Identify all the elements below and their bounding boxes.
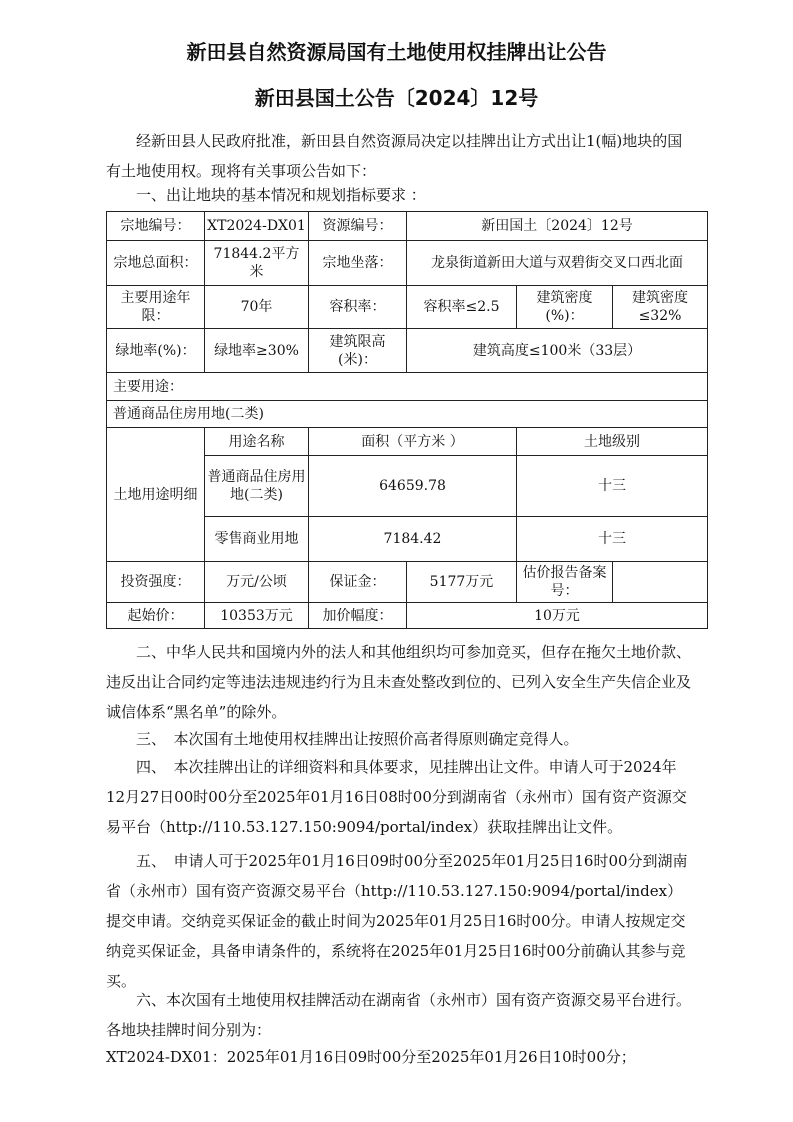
land-info-table (106, 211, 708, 629)
landuse-grade: 十三 (517, 517, 708, 562)
landuse-name: 零售商业用地 (205, 517, 309, 562)
deposit-value: 5177万元 (407, 562, 517, 603)
landuse-header-name: 用途名称 (205, 428, 309, 456)
height-limit-value: 建筑高度≤100米（33层） (407, 329, 708, 373)
investment-label: 投资强度： (107, 562, 205, 603)
parcel-id-value: XT2024-DX01 (205, 212, 309, 241)
start-price-label: 起始价： (107, 603, 205, 629)
increment-value: 10万元 (407, 603, 708, 629)
deposit-label: 保证金： (309, 562, 407, 603)
appraisal-record-label: 估价报告备案号： (517, 562, 613, 603)
landuse-name: 普通商品住房用地(二类) (205, 456, 309, 517)
landuse-grade: 十三 (517, 456, 708, 517)
term-label: 主要用途年限： (107, 286, 205, 329)
table-row (107, 373, 708, 401)
appraisal-record-value (613, 562, 708, 603)
landuse-detail-label: 土地用途明细 (107, 428, 205, 562)
landuse-area: 64659.78 (309, 456, 517, 517)
far-value: 容积率≤2.5 (407, 286, 517, 329)
increment-label: 加价幅度： (309, 603, 407, 629)
notice-title: 新田县自然资源局国有土地使用权挂牌出让公告 (186, 40, 607, 64)
section-4-paragraph: 四、 本次挂牌出让的详细资料和具体要求，见挂牌出让文件。申请人可于2024年12月27日00时00分至2025年01月16日08时00分到湖南省（永州市）国有资产资源交易平台（http://110.53.127.150:9094/portal/index）获取挂牌出让文件。 (106, 758, 687, 836)
document-number: 新田县国土公告〔2024〕12号 (254, 86, 539, 110)
section-6-schedule-item: XT2024-DX01：2025年01月16日09时00分至2025年01月26日10时00分； (106, 1048, 636, 1066)
density-value: 建筑密度≤32% (613, 286, 708, 329)
total-area-label: 宗地总面积： (107, 241, 205, 286)
green-ratio-label: 绿地率(%)： (107, 329, 205, 373)
landuse-area: 7184.42 (309, 517, 517, 562)
main-use-value: 普通商品住房用地(二类) (107, 401, 708, 428)
section-2-paragraph: 二、中华人民共和国境内外的法人和其他组织均可参加竞买，但存在拖欠土地价款、违反出让合同约定等违法违规违约行为且未查处整改到位的、已列入安全生产失信企业及诚信体系“黑名单”的除外。 (106, 643, 692, 721)
table-row (107, 428, 708, 456)
intro-paragraph: 经新田县人民政府批准，新田县自然资源局决定以挂牌出让方式出让1(幅)地块的国有土地使用权。现将有关事项公告如下： (106, 132, 683, 180)
table-row (107, 241, 708, 286)
green-ratio-value: 绿地率≥30% (205, 329, 309, 373)
resource-id-value: 新田国土〔2024〕12号 (407, 212, 708, 241)
section-1-heading: 一、出让地块的基本情况和规划指标要求 ： (136, 186, 426, 204)
table-row (107, 401, 708, 428)
section-5-paragraph: 五、 申请人可于2025年01月16日09时00分至2025年01月25日16时00分到湖南省（永州市）国有资产资源交易平台（http://110.53.127.150:9094/portal/index）提交申请。交纳竞买保证金的截止时间为2025年01月25日16时00分。申请人按规定交纳竞买保证金，具备申请条件的，系统将在2025年01月25日16时00分前确认其参与竞买。 (106, 852, 688, 990)
start-price-value: 10353万元 (205, 603, 309, 629)
table-row (107, 603, 708, 629)
location-label: 宗地坐落： (309, 241, 407, 286)
landuse-header-grade: 土地级别 (517, 428, 708, 456)
location-value: 龙泉街道新田大道与双碧街交叉口西北面 (407, 241, 708, 286)
far-label: 容积率： (309, 286, 407, 329)
landuse-header-area: 面积（平方米 ） (309, 428, 517, 456)
investment-value: 万元/公顷 (205, 562, 309, 603)
density-label: 建筑密度(%)： (517, 286, 613, 329)
term-value: 70年 (205, 286, 309, 329)
table-row (107, 212, 708, 241)
table-row (107, 329, 708, 373)
section-3-paragraph: 三、 本次国有土地使用权挂牌出让按照价高者得原则确定竞得人。 (136, 730, 579, 748)
resource-id-label: 资源编号： (309, 212, 407, 241)
table-row (107, 562, 708, 603)
height-limit-label: 建筑限高(米)： (309, 329, 407, 373)
section-6-paragraph: 六、本次国有土地使用权挂牌活动在湖南省（永州市）国有资产资源交易平台进行。各地块挂牌时间分别为： (106, 991, 692, 1039)
main-use-label: 主要用途： (107, 373, 708, 401)
total-area-value: 71844.2平方米 (205, 241, 309, 286)
parcel-id-label: 宗地编号： (107, 212, 205, 241)
table-row (107, 286, 708, 329)
